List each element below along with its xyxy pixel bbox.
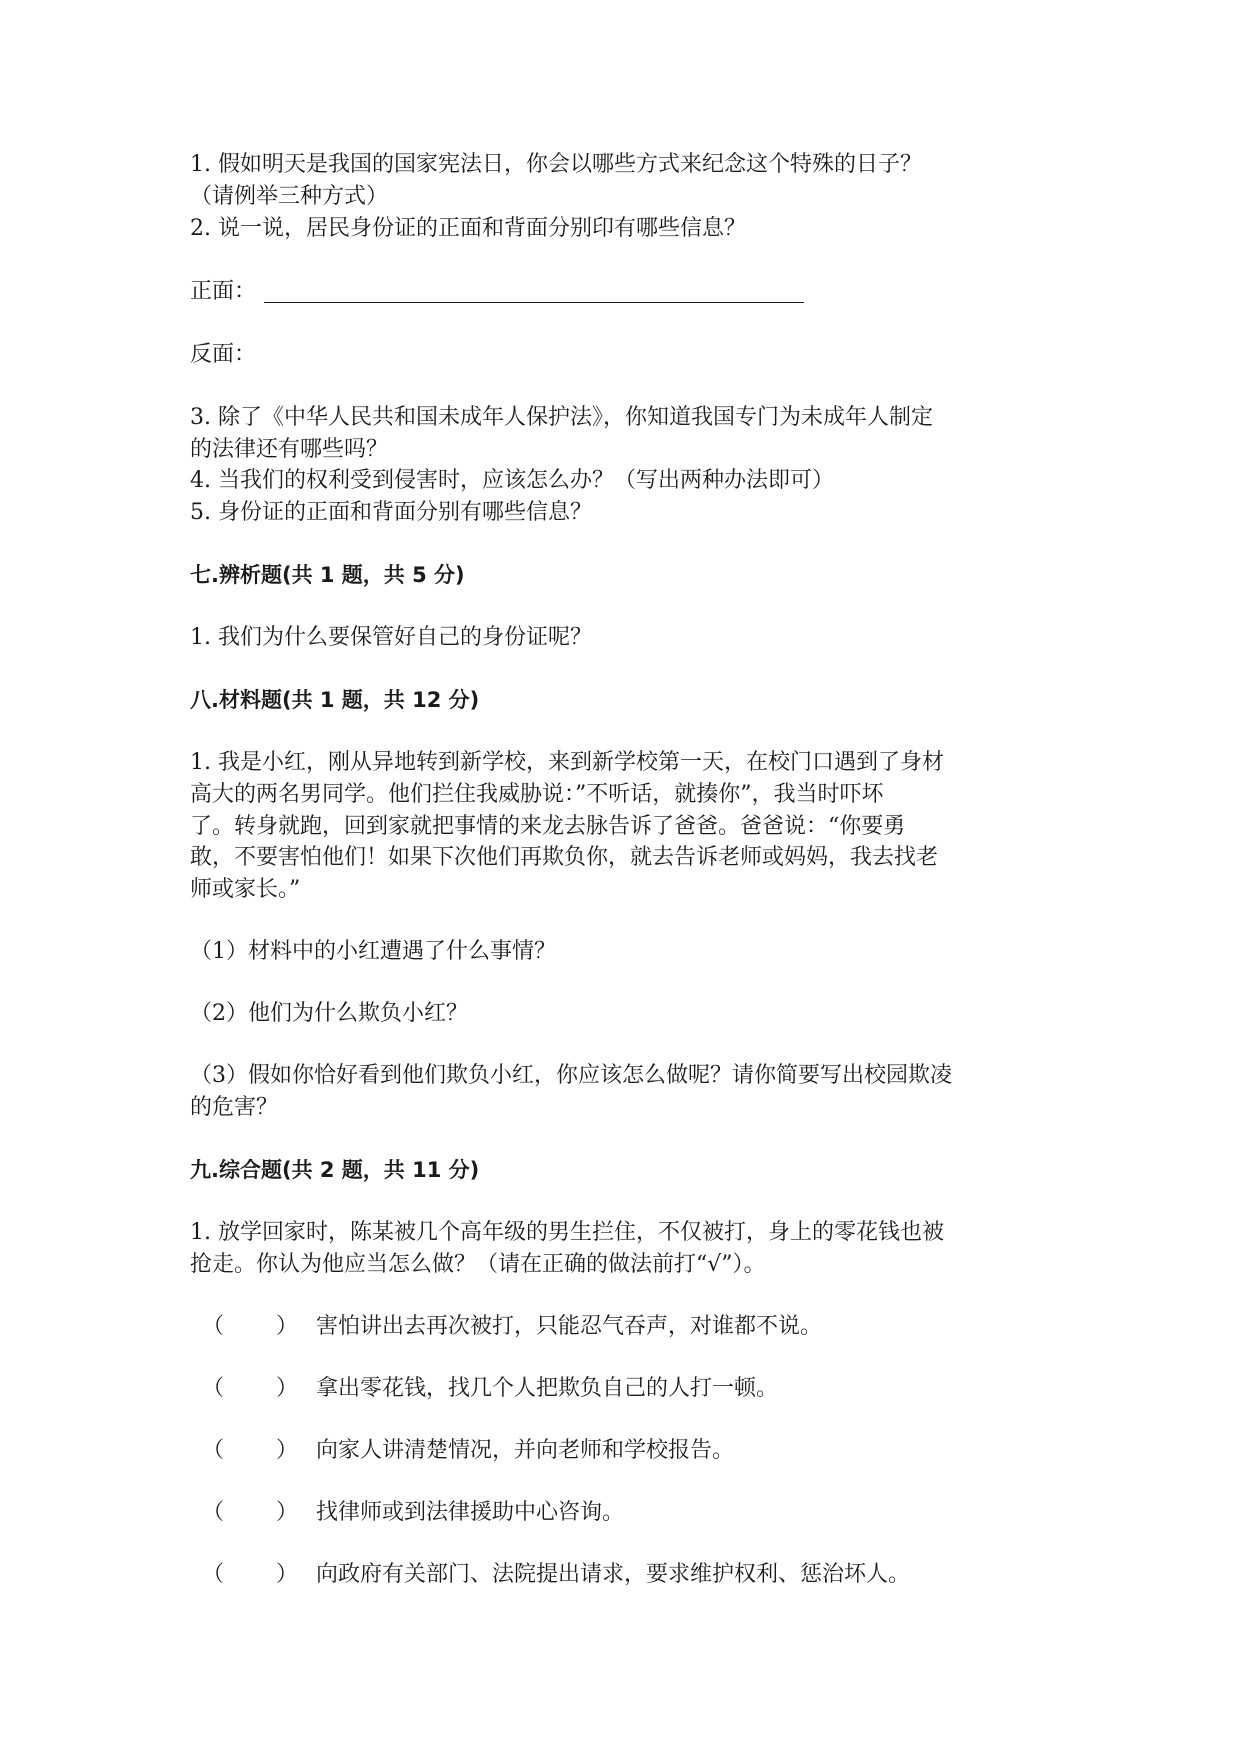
sub-question-3-line1: （3）假如你恰好看到他们欺负小红，你应该怎么做呢？请你简要写出校园欺凌 bbox=[190, 1063, 952, 1088]
back-label: 反面： bbox=[190, 342, 257, 367]
material-line: 了。转身就跑，回到家就把事情的来龙去脉告诉了爸爸。爸爸说：“你要勇 bbox=[190, 814, 906, 839]
question-6-3-line1: 3. 除了《中华人民共和国未成年人保护法》，你知道我国专门为未成年人制定 bbox=[190, 405, 933, 430]
section-9-heading: 九.综合题(共 2 题，共 11 分) bbox=[190, 1158, 480, 1182]
checkbox-paren-open[interactable]: （ bbox=[202, 1438, 225, 1463]
question-6-1-line2: （请例举三种方式） bbox=[190, 184, 389, 209]
checkbox-paren-open[interactable]: （ bbox=[202, 1500, 225, 1525]
question-9-1-line1: 1. 放学回家时，陈某被几个高年级的男生拦住，不仅被打，身上的零花钱也被 bbox=[190, 1220, 944, 1245]
sub-question-3-line2: 的危害？ bbox=[190, 1095, 279, 1120]
material-line: 师或家长。” bbox=[190, 877, 301, 902]
checkbox-paren-close[interactable]: ） bbox=[276, 1500, 299, 1525]
option-text: 拿出零花钱，找几个人把欺负自己的人打一顿。 bbox=[316, 1376, 779, 1401]
option-text: 向家人讲清楚情况，并向老师和学校报告。 bbox=[316, 1438, 735, 1463]
sub-question-1: （1）材料中的小红遭遇了什么事情？ bbox=[190, 939, 556, 964]
checkbox-paren-close[interactable]: ） bbox=[276, 1314, 299, 1339]
question-6-3-line2: 的法律还有哪些吗？ bbox=[190, 437, 389, 462]
checkbox-paren-open[interactable]: （ bbox=[202, 1376, 225, 1401]
question-6-1-line1: 1. 假如明天是我国的国家宪法日，你会以哪些方式来纪念这个特殊的日子？ bbox=[190, 152, 922, 177]
sub-question-2: （2）他们为什么欺负小红？ bbox=[190, 1001, 468, 1026]
question-6-2: 2. 说一说，居民身份证的正面和背面分别印有哪些信息？ bbox=[190, 216, 746, 241]
front-label: 正面： bbox=[190, 279, 257, 304]
question-6-5: 5. 身份证的正面和背面分别有哪些信息？ bbox=[190, 500, 592, 525]
question-7-1: 1. 我们为什么要保管好自己的身份证呢？ bbox=[190, 625, 592, 650]
material-line: 1. 我是小红，刚从异地转到新学校，来到新学校第一天，在校门口遇到了身材 bbox=[190, 750, 944, 775]
section-7-heading: 七.辨析题(共 1 题，共 5 分) bbox=[190, 563, 465, 587]
section-8-heading: 八.材料题(共 1 题，共 12 分) bbox=[190, 688, 480, 712]
checkbox-paren-open[interactable]: （ bbox=[202, 1314, 225, 1339]
checkbox-paren-close[interactable]: ） bbox=[276, 1376, 299, 1401]
material-line: 高大的两名男同学。他们拦住我威胁说：”不听话，就揍你”，我当时吓坏 bbox=[190, 782, 884, 807]
option-text: 找律师或到法律援助中心咨询。 bbox=[316, 1500, 625, 1525]
checkbox-paren-close[interactable]: ） bbox=[276, 1562, 299, 1587]
material-line: 敢，不要害怕他们！如果下次他们再欺负你，就去告诉老师或妈妈，我去找老 bbox=[190, 845, 939, 870]
option-text: 向政府有关部门、法院提出请求，要求维护权利、惩治坏人。 bbox=[316, 1562, 911, 1587]
question-6-4: 4. 当我们的权利受到侵害时，应该怎么办？（写出两种办法即可） bbox=[190, 468, 834, 493]
option-text: 害怕讲出去再次被打，只能忍气吞声，对谁都不说。 bbox=[316, 1314, 823, 1339]
checkbox-paren-open[interactable]: （ bbox=[202, 1562, 225, 1587]
question-9-1-line2: 抢走。你认为他应当怎么做？（请在正确的做法前打“√”）。 bbox=[190, 1252, 766, 1277]
front-answer-blank[interactable] bbox=[264, 302, 804, 303]
checkbox-paren-close[interactable]: ） bbox=[276, 1438, 299, 1463]
